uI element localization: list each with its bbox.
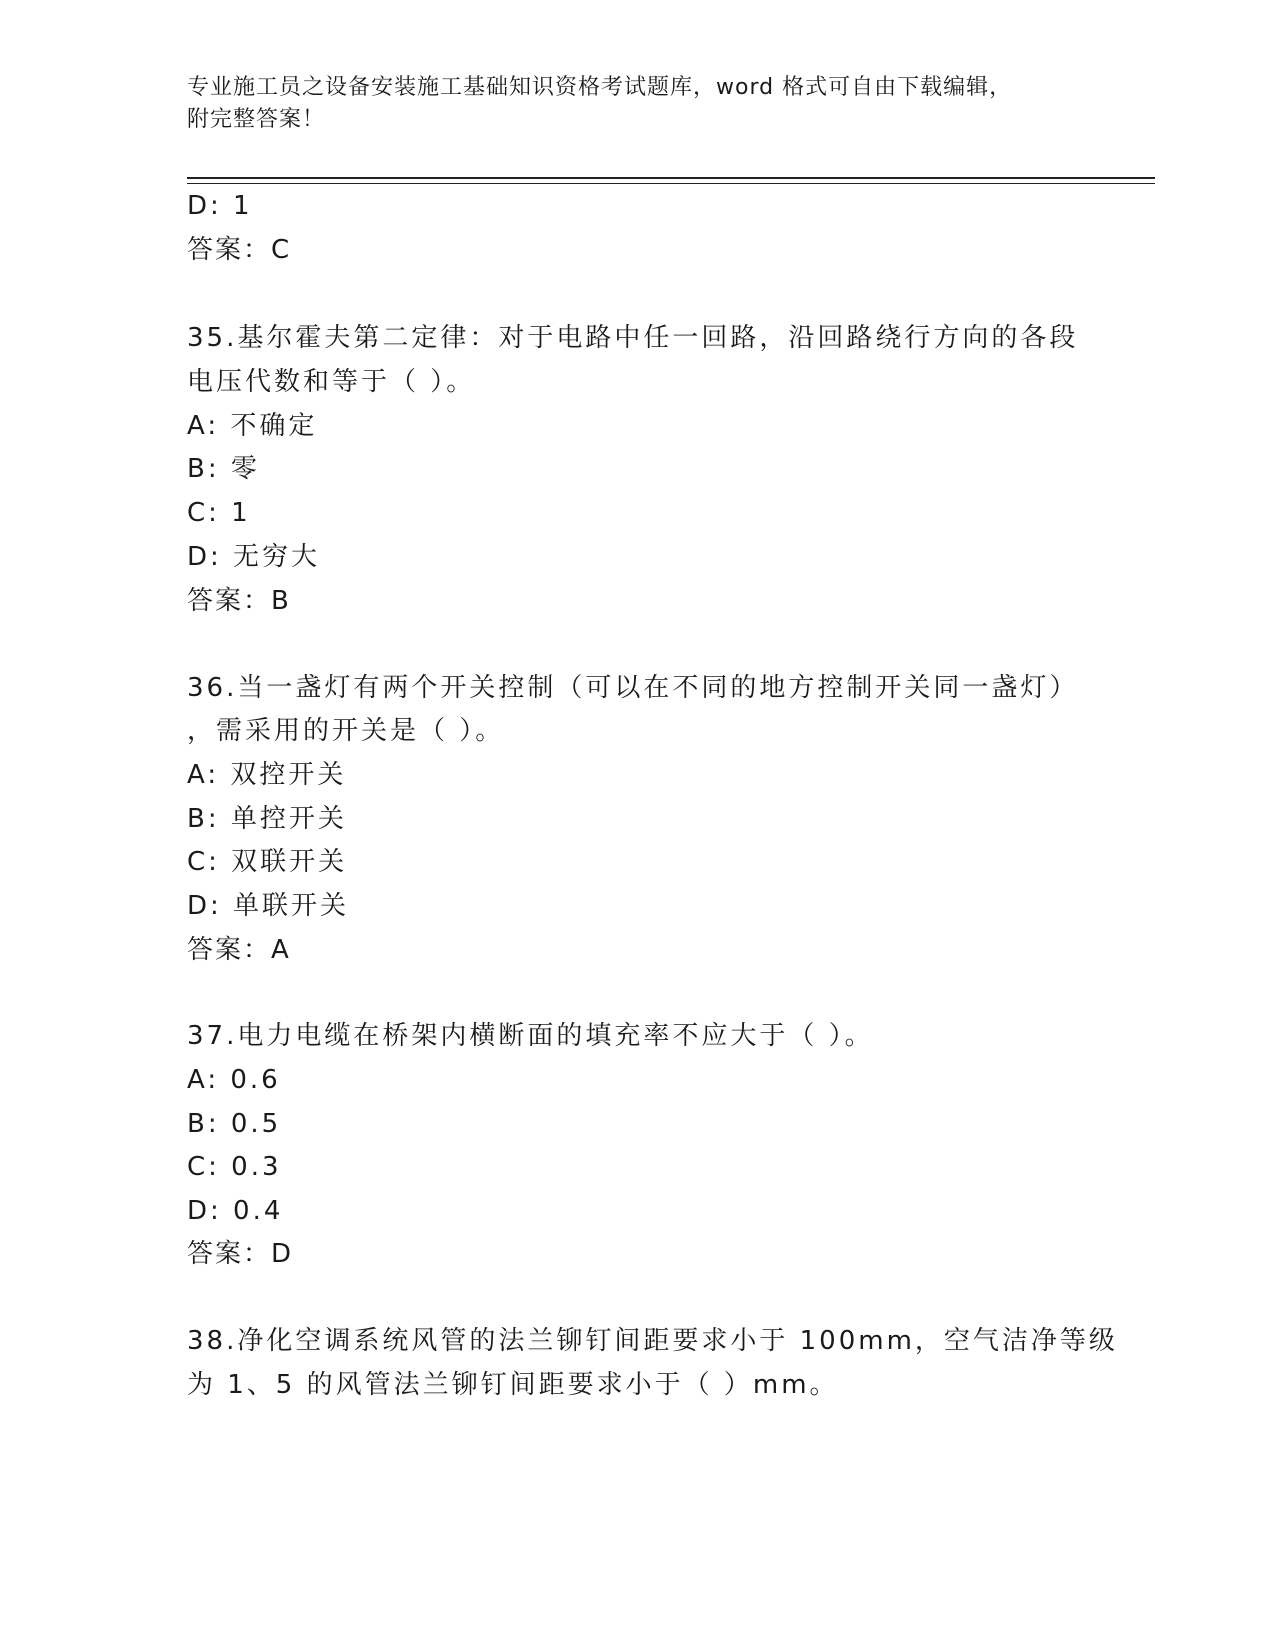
question-36-option-c: C: 双联开关 bbox=[187, 847, 348, 877]
header-line-2: 附完整答案！ bbox=[187, 107, 326, 132]
question-38-stem-line-2: 为 1、5 的风管法兰铆钉间距要求小于（ ）mm。 bbox=[187, 1370, 839, 1400]
question-36-option-d: D: 单联开关 bbox=[187, 891, 350, 921]
question-37-stem-line-1: 37.电力电缆在桥架内横断面的填充率不应大于（ ）。 bbox=[187, 1021, 874, 1051]
question-37-option-b: B: 0.5 bbox=[187, 1109, 282, 1139]
question-37-option-c: C: 0.3 bbox=[187, 1152, 282, 1182]
header-divider-thin bbox=[187, 183, 1155, 184]
question-37-answer: 答案：D bbox=[187, 1239, 294, 1269]
question-38-stem-line-1: 38.净化空调系统风管的法兰铆钉间距要求小于 100mm，空气洁净等级 bbox=[187, 1326, 1118, 1356]
question-36-answer: 答案：A bbox=[187, 935, 291, 965]
question-37-option-a: A: 0.6 bbox=[187, 1065, 281, 1095]
header-divider-thick bbox=[187, 177, 1155, 179]
question-37-option-d: D: 0.4 bbox=[187, 1196, 284, 1226]
header-line-1: 专业施工员之设备安装施工基础知识资格考试题库，word 格式可自由下载编辑， bbox=[187, 75, 1013, 100]
question-36-option-a: A: 双控开关 bbox=[187, 760, 347, 790]
document-header bbox=[187, 72, 1087, 136]
question-35-option-a: A: 不确定 bbox=[187, 411, 318, 441]
question-36-stem-line-2: ，需采用的开关是（ ）。 bbox=[187, 716, 505, 746]
question-35-option-c: C: 1 bbox=[187, 498, 251, 528]
question-36-stem-line-1: 36.当一盏灯有两个开关控制（可以在不同的地方控制开关同一盏灯） bbox=[187, 673, 1079, 703]
question-35-answer: 答案：B bbox=[187, 586, 291, 616]
question-36-option-b: B: 单控开关 bbox=[187, 804, 347, 834]
previous-answer: 答案：C bbox=[187, 235, 292, 265]
question-35-option-b: B: 零 bbox=[187, 454, 260, 484]
question-35-stem-line-2: 电压代数和等于（ ）。 bbox=[187, 367, 476, 397]
question-35-option-d: D: 无穷大 bbox=[187, 542, 321, 572]
question-35-stem-line-1: 35.基尔霍夫第二定律：对于电路中任一回路，沿回路绕行方向的各段 bbox=[187, 323, 1079, 353]
previous-option-d: D: 1 bbox=[187, 191, 253, 221]
